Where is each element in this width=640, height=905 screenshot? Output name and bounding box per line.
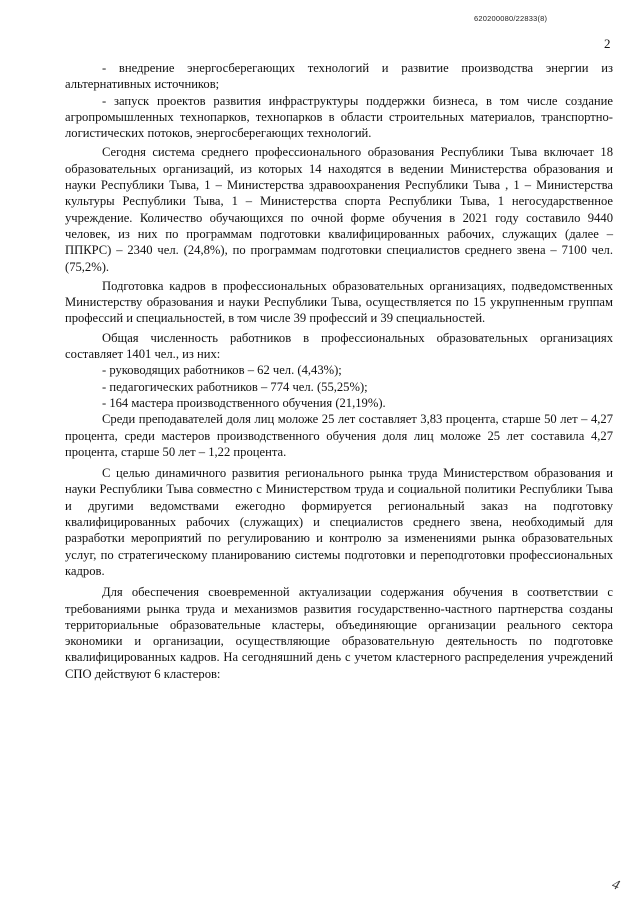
paragraph-infrastructure: - запуск проектов развития инфраструктуры поддержки бизнеса, в том числе создание агропромышленных технопарков, технопарков в области строительных материалов, транспортно-логистических потоков, энергосберегающих технологий. xyxy=(65,93,613,141)
paragraph-clusters: Для обеспечения своевременной актуализации содержания обучения в соответствии с требованиями рынка труда и механизмов развития государственно-частного партнерства созданы территориальные образовательные кластеры, объединяющие организации реального сектора экономики и организации, осуществляющие образовательную деятельность по подготовке квалифицированных кадров. На сегодняшний день с учетом кластерного распределения учреждений СПО действуют 6 кластеров: xyxy=(65,585,613,681)
paragraph-regional-order: С целью динамичного развития регионального рынка труда Министерством образования и науки Республики Тыва совместно с Министерством труда и социальной политики Республики Тыва и другими ведомствами ежегодно формируется региональный заказ на подготовку квалифицированных рабочих (служащих) и специалистов среднего звена, необходимый для разработки мероприятий по регулированию и контролю за изменениями рынка образовательных услуг, по стратегическому планированию системы подготовки и переподготовки профессиональных кадров. xyxy=(65,466,613,578)
paragraph-spo-system: Сегодня система среднего профессионального образования Республики Тыва включает 18 образовательных организаций, из которых 14 находятся в ведении Министерства образования и науки Республики Тыва, 1 – Министерства здравоохранения Республики Тыва , 1 – Министерства культуры Республики Тыва, 1 – Министерства спорта Республики Тыва, 1 негосударственное учреждение. Количество обучающихся по очной форме обучения в 2021 году составило 9440 человек, из них по программам подготовки квалифицированных рабочих, служащих (далее – ППКРС) – 2340 чел. (24,8%), по программам подготовки специалистов среднего звена – 7100 чел. (75,2%). xyxy=(65,145,613,274)
handwritten-mark: 4 xyxy=(609,877,622,894)
paragraph-training: Подготовка кадров в профессиональных образовательных организациях, подведомственных Министерству образования и науки Республики Тыва, осуществляется по 15 укрупненным группам профессий и специальностей, в том числе 39 профессий и 39 специальностей. xyxy=(65,278,613,326)
document-id: 620200080/22833(8) xyxy=(474,14,548,23)
page-number: 2 xyxy=(604,36,611,51)
list-item-teachers: - педагогических работников – 774 чел. (55,25%); xyxy=(102,379,368,394)
paragraph-staff-total: Общая численность работников в профессиональных образовательных организациях составляет 1401 чел., из них: xyxy=(65,330,613,362)
list-item-managers: - руководящих работников – 62 чел. (4,43%); xyxy=(102,363,342,378)
list-item-masters: - 164 мастера производственного обучения (21,19%). xyxy=(102,395,386,410)
document-body xyxy=(65,60,613,682)
paragraph-age-share: Среди преподавателей доля лиц моложе 25 лет составляет 3,83 процента, старше 50 лет – 4,27 процента, среди мастеров производственного обучения доля лиц моложе 25 лет составила 4,27 процента, старше 50 лет – 1,22 процента. xyxy=(65,412,613,459)
paragraph-energy-tech: - внедрение энергосберегающих технологий и развитие производства энергии из альтернативных источников; xyxy=(65,61,613,92)
